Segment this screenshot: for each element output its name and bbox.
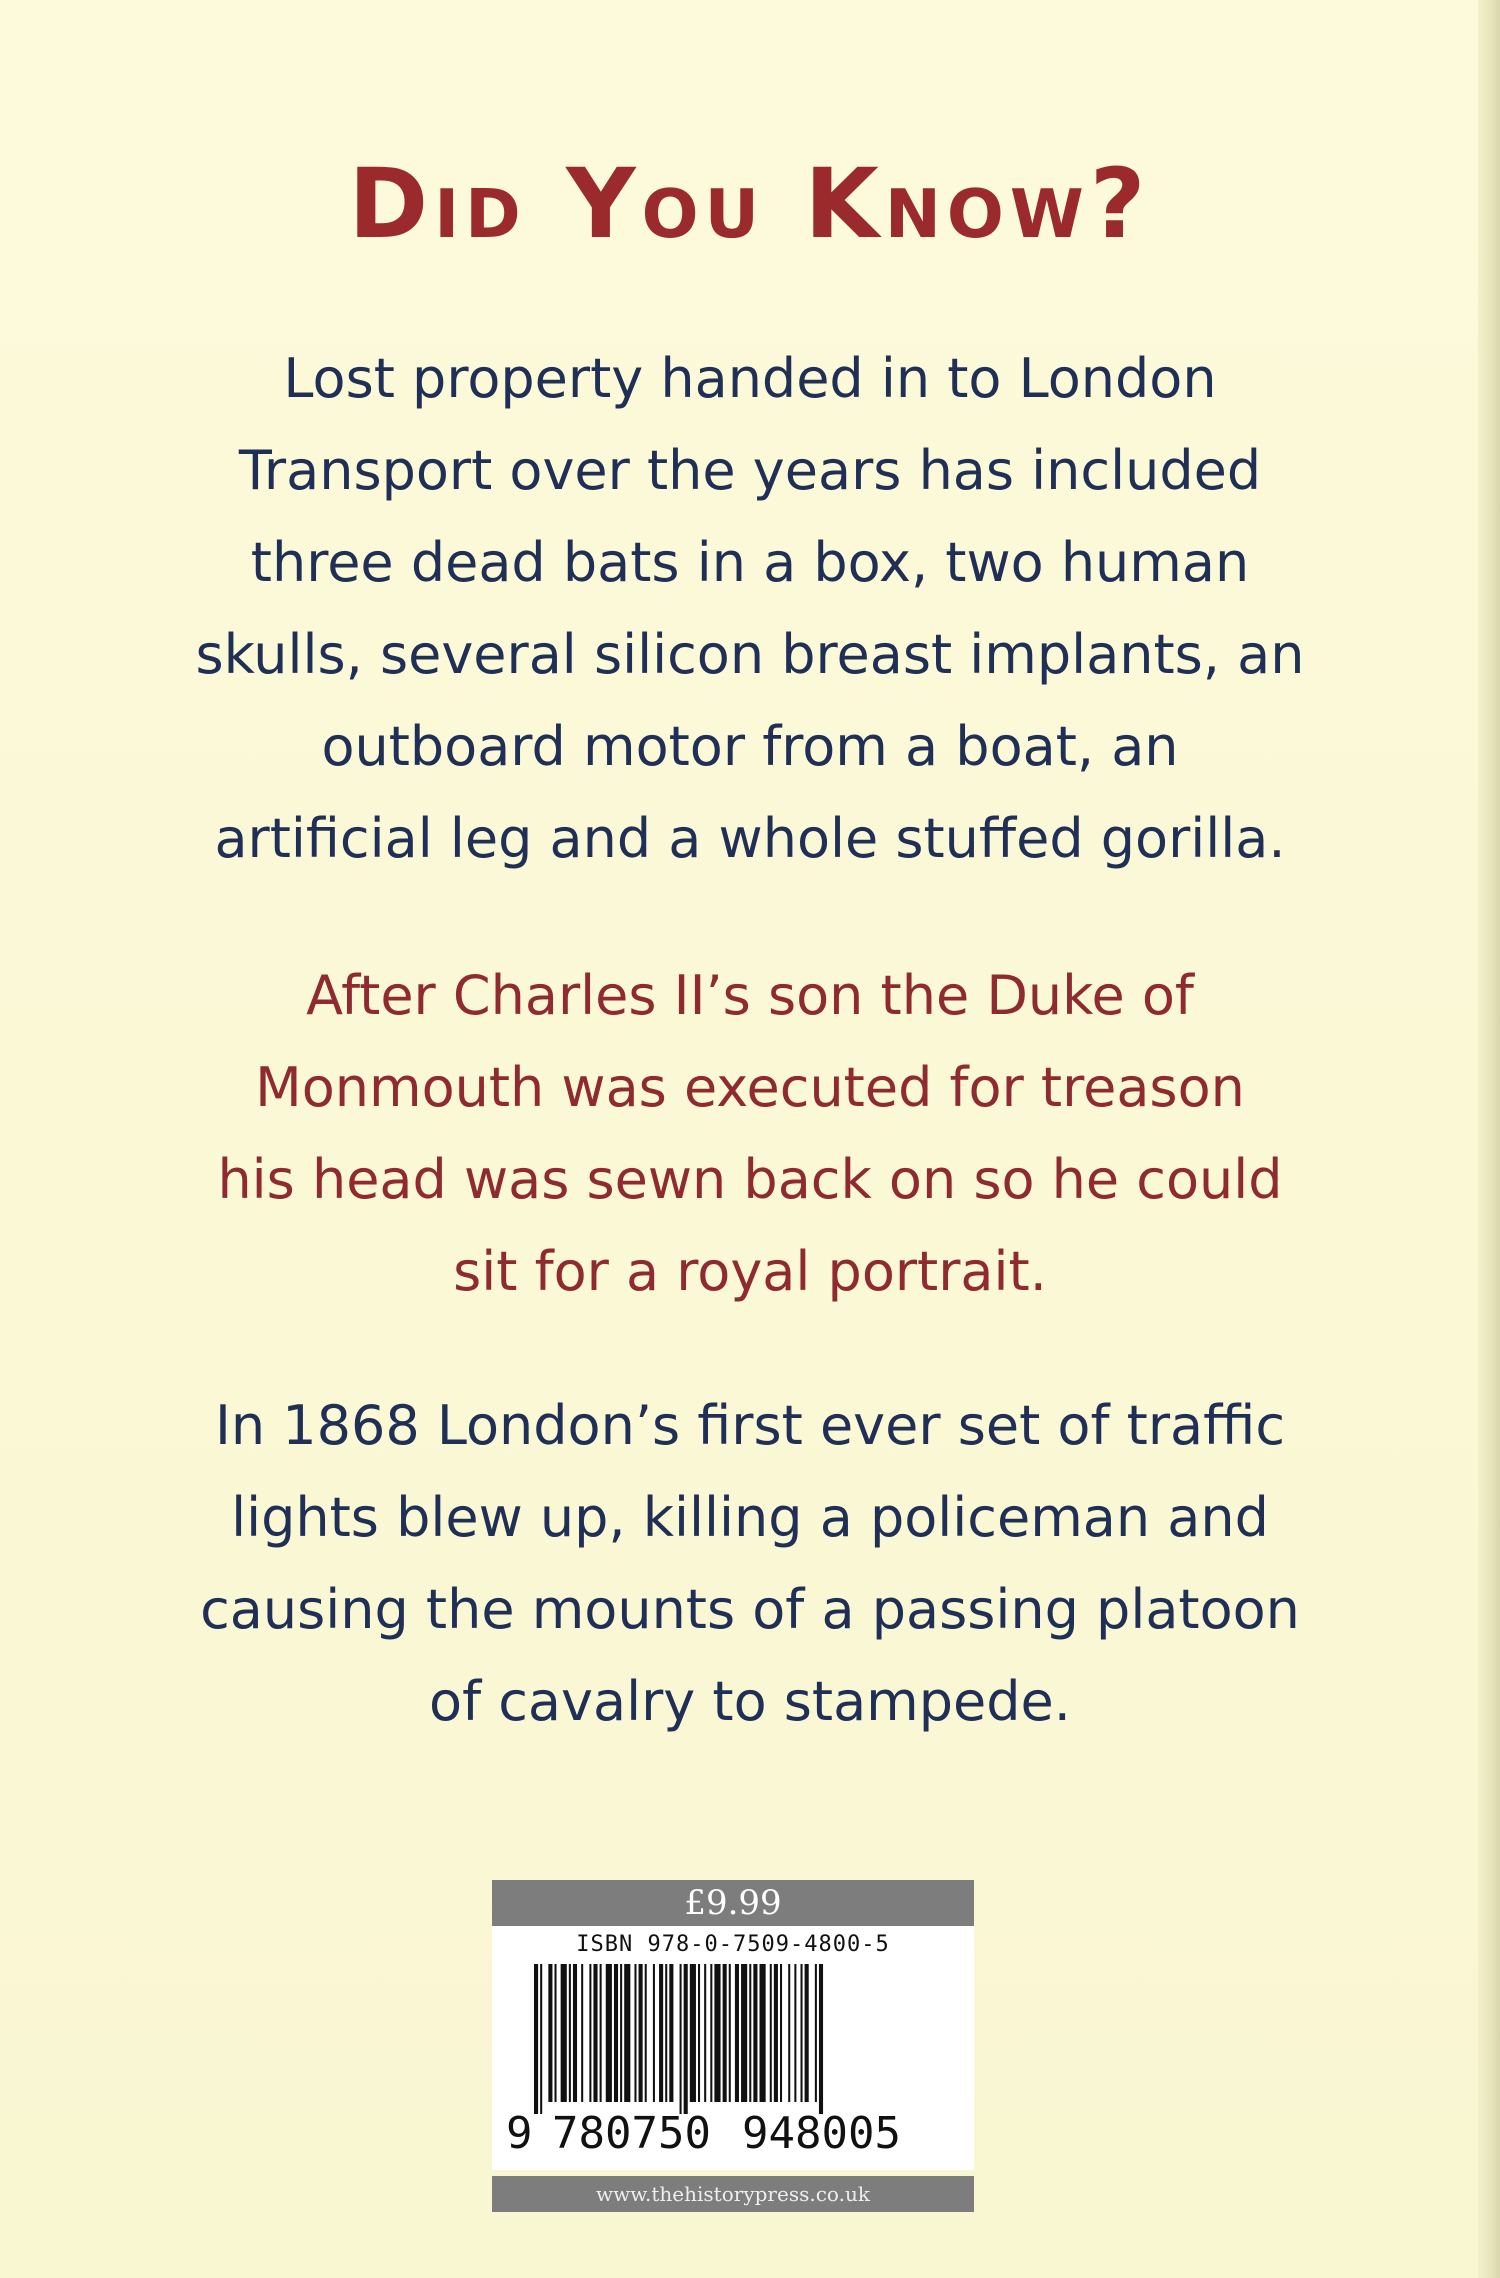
fact-line: sit for a royal portrait.: [453, 1240, 1047, 1303]
cover-edge: [1478, 0, 1500, 2278]
fact-lost-property: [140, 333, 1360, 885]
barcode-bar: [593, 1964, 597, 2102]
barcode-bar: [669, 1964, 673, 2102]
barcode-bar: [723, 1964, 727, 2102]
barcode-bar: [684, 1964, 688, 2114]
barcode-bar: [729, 1964, 731, 2102]
barcode-bar: [714, 1964, 720, 2102]
fact-traffic-lights: [140, 1380, 1360, 1748]
barcode-bar: [680, 1964, 682, 2114]
barcode-bar: [819, 1964, 823, 2114]
barcode-digit-first: 9: [506, 2108, 533, 2159]
barcode-digits-right: 948005: [742, 2108, 901, 2159]
price-label: £9.99: [492, 1880, 974, 1926]
barcode-bar: [665, 1964, 667, 2102]
barcode-bar: [614, 1964, 618, 2102]
fact-line: In 1868 London’s first ever set of traffic: [214, 1394, 1286, 1457]
barcode-bar: [753, 1964, 757, 2102]
barcode-digits-left: 780750: [552, 2108, 711, 2159]
fact-line: Monmouth was executed for treason: [255, 1056, 1245, 1119]
barcode-bar: [774, 1964, 778, 2102]
publisher-url: www.thehistorypress.co.uk: [492, 2176, 974, 2212]
barcode-bar: [540, 1964, 542, 2114]
barcode-bar: [735, 1964, 739, 2102]
barcode-bar: [573, 1964, 577, 2102]
fact-line: Transport over the years has included: [238, 439, 1262, 502]
barcode-bar: [760, 1964, 766, 2102]
barcode-bar: [569, 1964, 571, 2102]
fact-line: After Charles II’s son the Duke of: [306, 964, 1194, 1027]
barcode-bar: [561, 1964, 567, 2102]
barcode-bars: [534, 1964, 934, 2114]
barcode-bar: [555, 1964, 557, 2102]
barcode-area: [492, 1926, 974, 2170]
barcode-bar: [704, 1964, 706, 2102]
barcode-bar: [690, 1964, 696, 2102]
barcode-bar: [589, 1964, 591, 2102]
fact-line: skulls, several silicon breast implants, an: [195, 623, 1305, 686]
fact-line: causing the mounts of a passing platoon: [200, 1578, 1300, 1641]
fact-line: his head was sewn back on so he could: [217, 1148, 1283, 1211]
barcode-bar: [780, 1964, 782, 2102]
barcode-panel: [492, 1880, 974, 2212]
barcode-bar: [581, 1964, 583, 2102]
barcode-bar: [710, 1964, 712, 2102]
fact-line: three dead bats in a box, two human: [250, 531, 1250, 594]
barcode-bar: [600, 1964, 602, 2102]
barcode-bar: [659, 1964, 663, 2102]
barcode-bar: [624, 1964, 630, 2102]
barcode-bar: [645, 1964, 647, 2102]
fact-line: of cavalry to stampede.: [429, 1670, 1071, 1733]
barcode-bar: [548, 1964, 552, 2102]
barcode-bar: [606, 1964, 612, 2102]
barcode-bar: [801, 1964, 803, 2102]
fact-line: outboard motor from a boat, an: [321, 715, 1179, 778]
fact-line: lights blew up, killing a policeman and: [231, 1486, 1269, 1549]
barcode-bar: [788, 1964, 790, 2102]
barcode-bar: [815, 1964, 817, 2102]
barcode-bar: [634, 1964, 636, 2102]
barcode-bar: [770, 1964, 772, 2102]
barcode-bar: [534, 1964, 538, 2114]
barcode-bar: [794, 1964, 796, 2102]
fact-line: artificial leg and a whole stuffed gorilla.: [214, 807, 1286, 870]
barcode-bar: [741, 1964, 747, 2102]
fact-line: Lost property handed in to London: [283, 347, 1217, 410]
barcode-bar: [698, 1964, 700, 2102]
isbn-text: ISBN 978-0-7509-4800-5: [576, 1932, 890, 1957]
barcode-bar: [620, 1964, 622, 2102]
barcode-bar: [749, 1964, 751, 2102]
barcode-bar: [639, 1964, 643, 2102]
headline: Did You Know?: [348, 148, 1152, 260]
barcode-bar: [653, 1964, 655, 2102]
barcode-bar: [805, 1964, 809, 2102]
fact-monmouth: [140, 950, 1360, 1318]
